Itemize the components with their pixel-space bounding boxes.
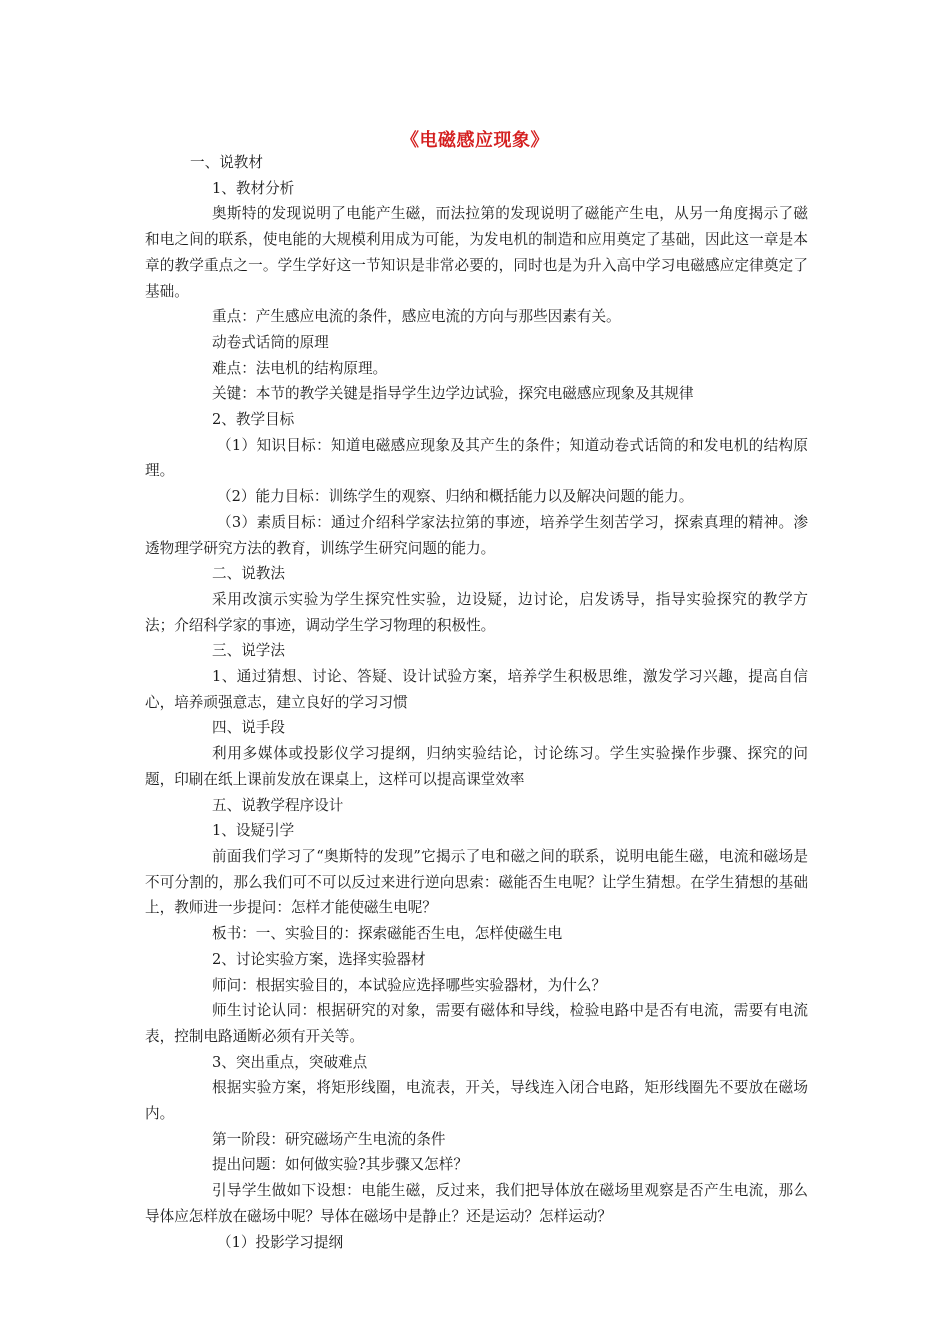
paragraph: 前面我们学习了“奥斯特的发现”它揭示了电和磁之间的联系，说明电能生磁，电流和磁场是不可分割的，那么我们可不可以反过来进行逆向思索：磁能否生电呢？让学生猜想。在学生猜想的基础上，教师进一步提问：怎样才能使磁生电呢？ bbox=[145, 847, 808, 917]
paragraph: 奥斯特的发现说明了电能产生磁，而法拉第的发现说明了磁能产生电，从另一角度揭示了磁和电之间的联系，使电能的大规模利用成为可能，为发电机的制造和应用奠定了基础，因此这一章是本章的教学重点之一。学生学好这一节知识是非常必要的，同时也是为升入高中学习电磁感应定律奠定了基础。 bbox=[145, 205, 808, 300]
paragraph: 引导学生做如下设想：电能生磁，反过来，我们把导体放在磁场里观察是否产生电流，那么导体应怎样放在磁场中呢？导体在磁场中是静止？还是运动？怎样运动？ bbox=[145, 1182, 808, 1225]
document-title: 《电磁感应现象》 bbox=[401, 130, 549, 151]
paragraph: 动卷式话筒的原理 bbox=[212, 333, 329, 351]
paragraph: 采用改演示实验为学生探究性实验，边设疑，边讨论，启发诱导，指导实验探究的教学方法；介绍科学家的事迹，调动学生学习物理的积极性。 bbox=[145, 590, 808, 634]
paragraph: （3）素质目标：通过介绍科学家法拉第的事迹，培养学生刻苦学习，探索真理的精神。渗透物理学研究方法的教育，训练学生研究问题的能力。 bbox=[145, 513, 808, 557]
paragraph: 1、设疑引学 bbox=[212, 822, 295, 840]
paragraph: 第一阶段：研究磁场产生电流的条件 bbox=[212, 1130, 446, 1148]
document-body bbox=[145, 150, 808, 1255]
paragraph: 三、说学法 bbox=[212, 642, 285, 660]
paragraph: （1）知识目标：知道电磁感应现象及其产生的条件；知道动卷式话筒的和发电机的结构原理。 bbox=[145, 436, 808, 480]
paragraph: （1）投影学习提纲 bbox=[217, 1233, 344, 1251]
paragraph: 提出问题：如何做实验?其步骤又怎样？ bbox=[212, 1156, 468, 1174]
paragraph: 四、说手段 bbox=[212, 719, 285, 737]
paragraph: 师生讨论认同：根据研究的对象，需要有磁体和导线，检验电路中是否有电流，需要有电流表，控制电路通断必须有开关等。 bbox=[145, 1002, 808, 1045]
paragraph: 五、说教学程序设计 bbox=[212, 796, 344, 814]
paragraph: 3、突出重点，突破难点 bbox=[212, 1053, 368, 1071]
paragraph: 重点：产生感应电流的条件，感应电流的方向与那些因素有关。 bbox=[212, 308, 621, 326]
paragraph: 一、说教材 bbox=[190, 154, 263, 171]
paragraph: 关键：本节的教学关键是指导学生边学边试验，探究电磁感应现象及其规律 bbox=[212, 385, 694, 403]
paragraph: （2）能力目标：训练学生的观察、归纳和概括能力以及解决问题的能力。 bbox=[217, 488, 694, 506]
paragraph: 利用多媒体或投影仪学习提纲，归纳实验结论，讨论练习。学生实验操作步骤、探究的问题，印刷在纸上课前发放在课桌上，这样可以提高课堂效率 bbox=[145, 745, 808, 788]
paragraph: 1、教材分析 bbox=[212, 179, 295, 197]
paragraph: 难点：法电机的结构原理。 bbox=[212, 359, 388, 377]
paragraph: 2、教学目标 bbox=[212, 411, 295, 429]
paragraph: 二、说教法 bbox=[212, 565, 285, 583]
paragraph: 1、通过猜想、讨论、答疑、设计试验方案，培养学生积极思维，激发学习兴趣，提高自信心，培养顽强意志，建立良好的学习习惯 bbox=[145, 668, 808, 711]
paragraph: 师问：根据实验目的，本试验应选择哪些实验器材，为什么？ bbox=[212, 976, 607, 994]
paragraph: 根据实验方案，将矩形线圈，电流表，开关，导线连入闭合电路，矩形线圈先不要放在磁场内。 bbox=[145, 1079, 808, 1123]
paragraph: 2、讨论实验方案，选择实验器材 bbox=[212, 950, 426, 968]
paragraph: 板书：一、实验目的：探索磁能否生电，怎样使磁生电 bbox=[212, 925, 563, 943]
